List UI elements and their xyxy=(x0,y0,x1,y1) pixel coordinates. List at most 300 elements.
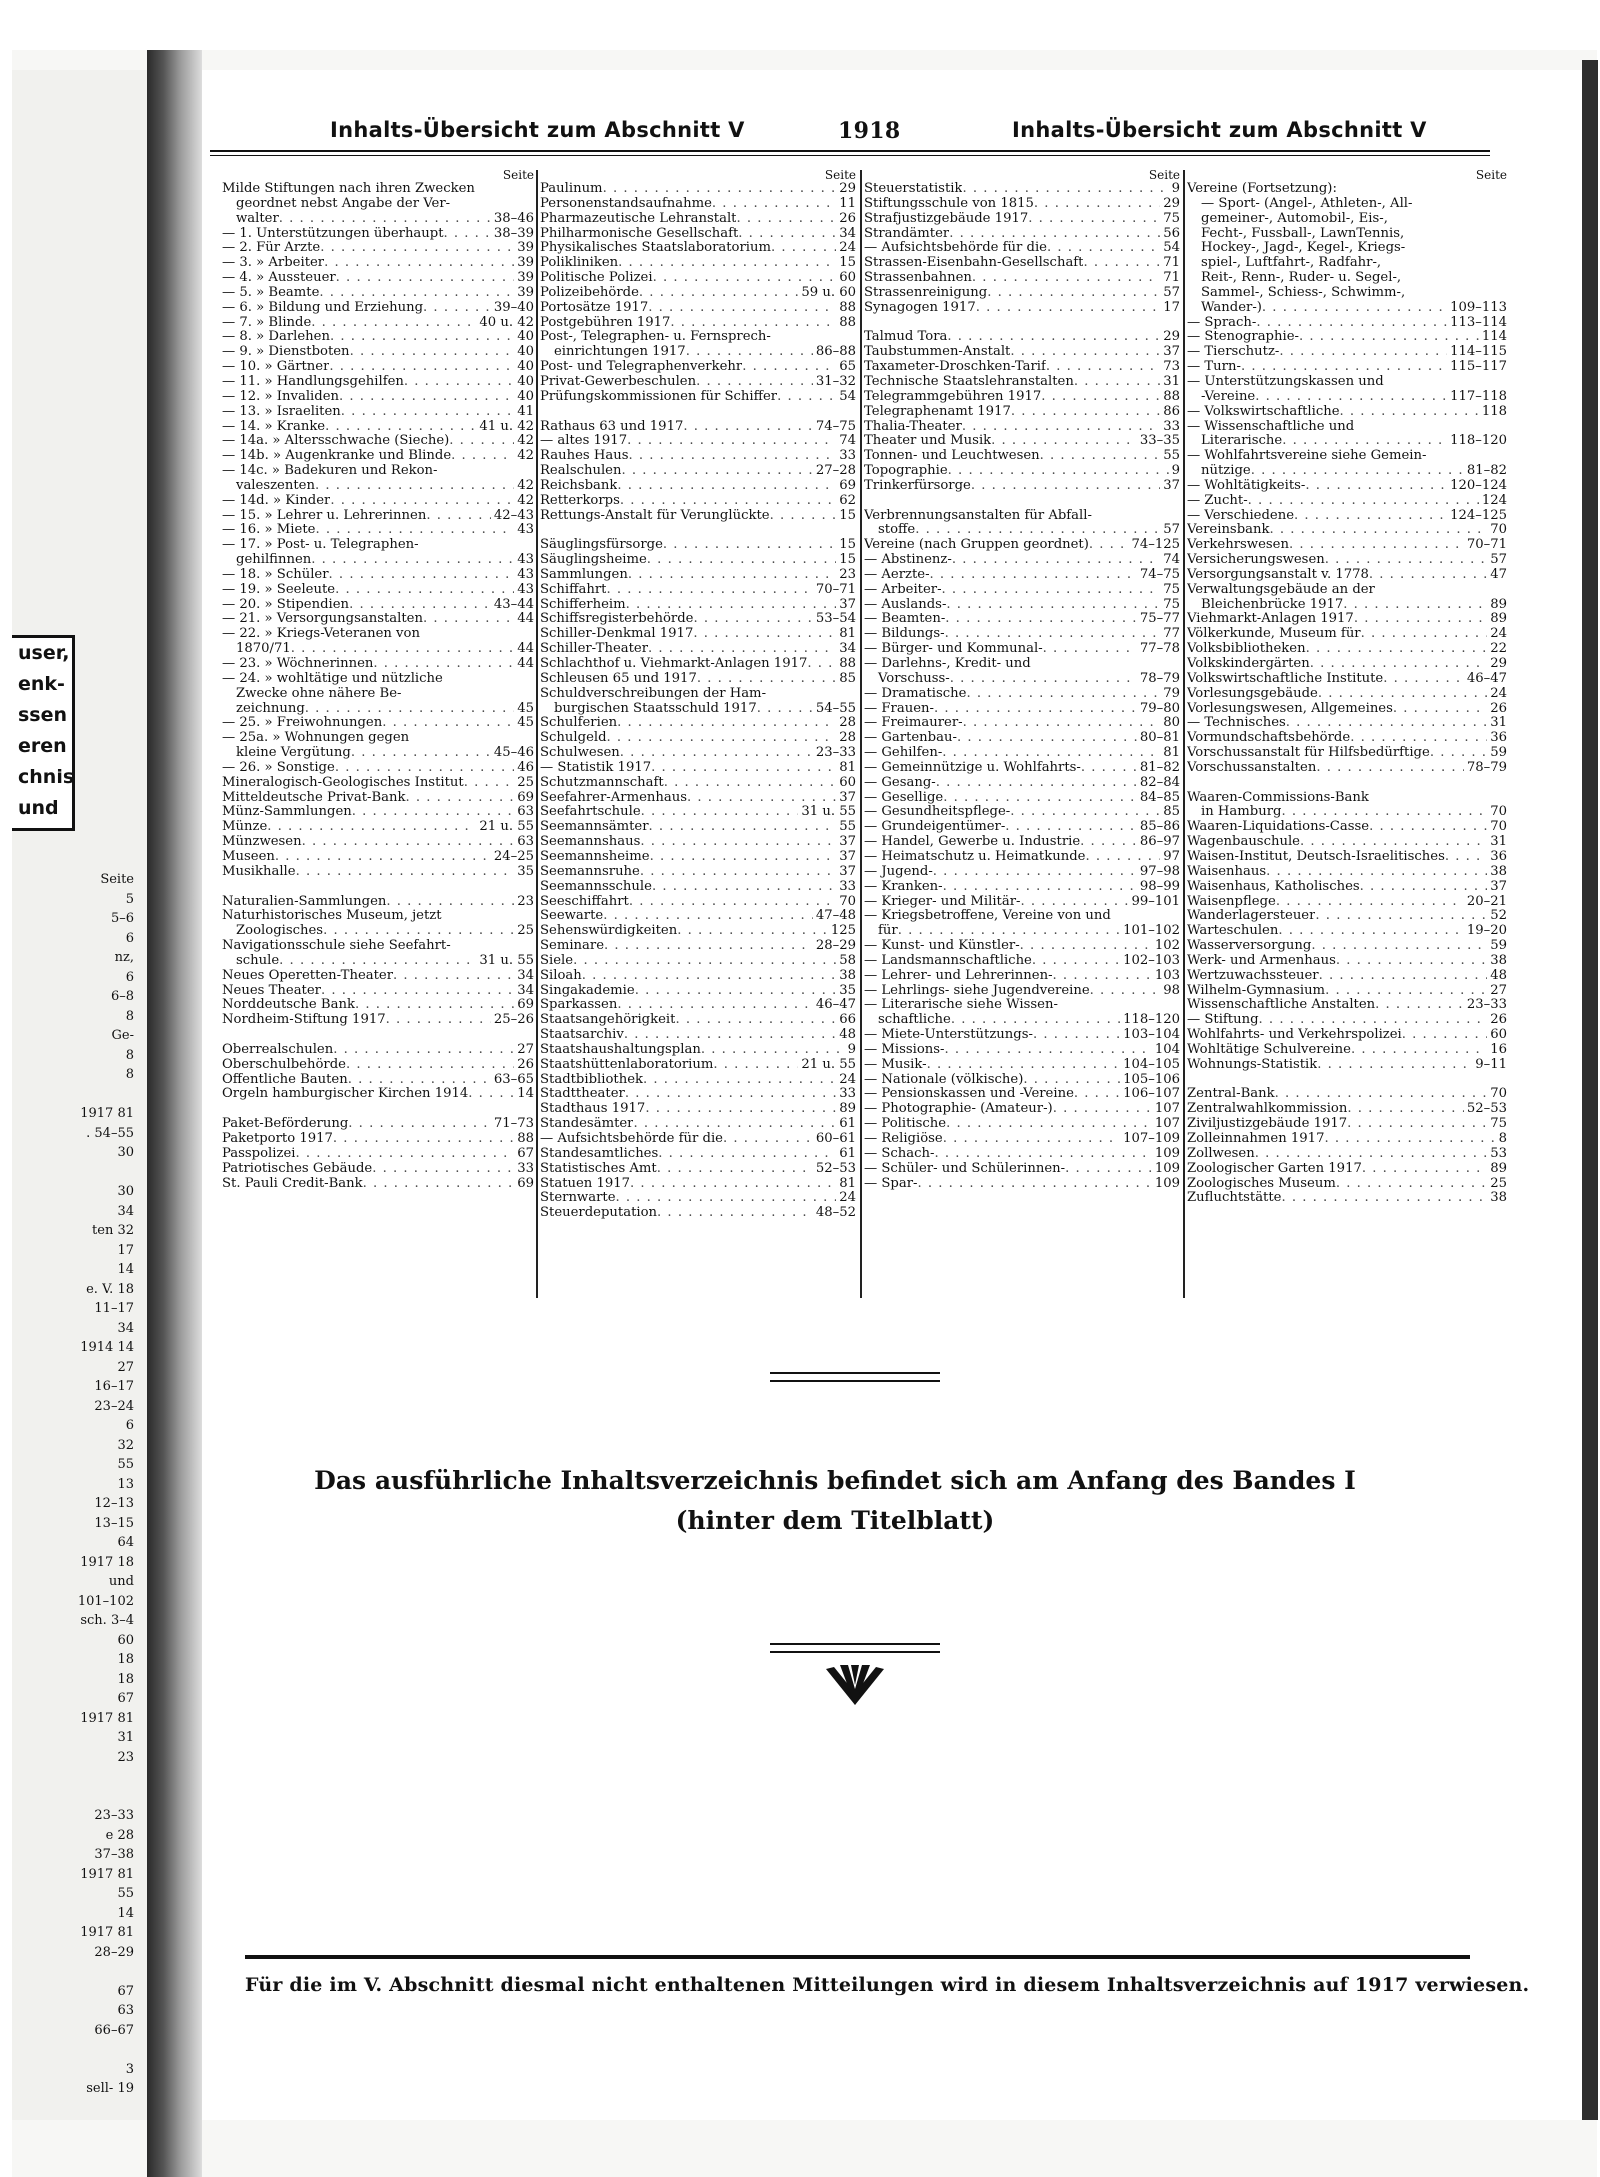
footer-rule xyxy=(245,1955,1470,1959)
index-entry xyxy=(222,984,534,999)
index-entry xyxy=(1187,939,1507,954)
dot-leader xyxy=(1445,850,1487,865)
index-entry xyxy=(222,197,534,212)
dot-leader xyxy=(771,241,836,256)
dot-leader xyxy=(946,1117,1152,1132)
index-entry-term: Wissenschaftliche Anstalten xyxy=(1187,998,1376,1013)
dot-leader xyxy=(1251,464,1464,479)
dot-leader xyxy=(1275,1087,1488,1102)
index-entry xyxy=(222,598,534,613)
index-entry-page: 27–28 xyxy=(815,463,856,479)
index-entry-page: 79 xyxy=(1163,685,1180,701)
index-entry xyxy=(1187,969,1507,984)
index-entry-term: Steuerdeputation xyxy=(540,1206,658,1221)
index-entry xyxy=(222,1147,534,1162)
index-entry xyxy=(222,1087,534,1102)
index-entry-page: 23–33 xyxy=(1466,997,1507,1013)
dot-leader xyxy=(971,479,1160,494)
index-entry-term: — 23. » Wöchnerinnen xyxy=(222,657,374,671)
index-entry-page: 117–118 xyxy=(1450,388,1507,404)
index-entry xyxy=(540,969,856,984)
index-entry-term: Trinkerfürsorge xyxy=(864,478,971,493)
left-page-row: 55 xyxy=(117,1457,134,1472)
index-entry-page: 118 xyxy=(1481,403,1507,419)
index-entry xyxy=(222,182,534,197)
index-entry-term: Schiller-Denkmal 1917 xyxy=(540,627,694,642)
index-entry-term: Zoologisches xyxy=(236,924,324,939)
index-entry xyxy=(540,345,856,360)
index-entry-term: — Stiftung xyxy=(1187,1013,1259,1028)
index-entry-term: Wohlfahrts- und Verkehrspolizei xyxy=(1187,1028,1402,1043)
left-page-row: 63 xyxy=(117,2003,134,2018)
index-entry-term: Reit-, Renn-, Ruder- u. Segel-, xyxy=(1201,271,1402,286)
dot-leader xyxy=(1369,568,1487,583)
left-box-word: user, xyxy=(18,642,70,664)
index-entry-page: 77 xyxy=(1163,626,1180,642)
left-page-row: und xyxy=(108,1574,134,1589)
index-entry xyxy=(1187,330,1507,345)
index-entry xyxy=(222,405,534,420)
index-entry xyxy=(222,464,534,479)
index-entry xyxy=(222,227,534,242)
left-page-row: nz, xyxy=(114,950,134,965)
index-entry-page: 54 xyxy=(1163,240,1180,256)
dot-leader xyxy=(348,1073,491,1088)
left-page-row: Seite xyxy=(100,872,134,887)
dot-leader xyxy=(951,1013,1120,1028)
index-entry-term: Siele xyxy=(540,953,574,968)
dot-leader xyxy=(323,924,514,939)
left-page-row xyxy=(12,1787,142,1807)
left-page-row: 14 xyxy=(117,1905,134,1921)
dot-leader xyxy=(1343,598,1487,613)
index-entry-page: 81 xyxy=(1163,745,1180,761)
index-entry-page: 40 u. 42 xyxy=(479,314,534,330)
index-entry-page: 28–29 xyxy=(815,938,856,954)
index-entry-term: Literarische xyxy=(1201,434,1283,449)
index-entry-page: 57 xyxy=(1163,284,1180,300)
index-entry-term: Zentral-Bank xyxy=(1187,1087,1275,1102)
index-entry xyxy=(864,895,1180,910)
dot-leader xyxy=(319,286,514,301)
left-page-row: 6 xyxy=(125,969,134,985)
index-entry-page: 82–84 xyxy=(1139,774,1180,790)
index-entry xyxy=(540,716,856,731)
index-entry-term: gehilfinnen xyxy=(236,553,312,568)
dot-leader xyxy=(936,776,1137,791)
index-entry-term: Säuglingsfürsorge xyxy=(540,538,663,553)
dot-leader xyxy=(712,197,836,212)
index-entry-page: 79–80 xyxy=(1139,700,1180,716)
index-entry xyxy=(540,776,856,791)
index-entry-page: 70 xyxy=(1490,804,1507,820)
index-entry xyxy=(1187,212,1507,227)
index-entry xyxy=(540,553,856,568)
dot-leader xyxy=(348,1117,491,1132)
dot-leader xyxy=(651,761,836,776)
index-entry-page: 74–75 xyxy=(1139,566,1180,582)
dot-leader xyxy=(1362,1162,1487,1177)
left-page-row: 55 xyxy=(117,1886,134,1901)
dot-leader xyxy=(1266,865,1487,880)
index-entry xyxy=(222,820,534,835)
index-entry-term: valeszenten xyxy=(236,478,315,493)
index-entry-page: 86 xyxy=(1163,403,1180,419)
dot-leader xyxy=(1074,375,1160,390)
left-page-row: 1917 81 xyxy=(80,1925,134,1940)
index-entry xyxy=(864,241,1180,256)
dot-leader xyxy=(1393,702,1487,717)
index-entry-page: 74–75 xyxy=(815,418,856,434)
index-entry-term: — Wohlfahrtsvereine siehe Gemein- xyxy=(1187,449,1427,464)
index-entry-term: — 14d. » Kinder xyxy=(222,493,331,508)
dot-leader xyxy=(629,895,836,910)
left-page-row: 11–17 xyxy=(94,1301,134,1316)
index-entry xyxy=(540,316,856,331)
dot-leader xyxy=(617,716,836,731)
dot-leader xyxy=(1065,1162,1152,1177)
index-entry xyxy=(540,820,856,835)
index-entry-term: gemeiner-, Automobil-, Eis-, xyxy=(1201,211,1388,226)
index-entry-term: — Gesang- xyxy=(864,775,936,790)
dot-leader xyxy=(647,553,836,568)
index-entry-page: 59 u. 60 xyxy=(801,284,856,300)
index-entry-term: Volkskindergärten xyxy=(1187,657,1310,671)
index-entry-term: — Verschiedene xyxy=(1187,508,1295,523)
index-entry xyxy=(540,434,856,449)
index-entry xyxy=(540,1058,856,1073)
index-entry-term: — 8. » Darlehen xyxy=(222,330,330,345)
index-entry-page: 37 xyxy=(839,789,856,805)
index-entry-page: 35 xyxy=(839,982,856,998)
index-entry-page: 34 xyxy=(517,982,534,998)
dot-leader xyxy=(373,657,514,672)
index-entry-term: — Lehrlings- siehe Jugendvereine xyxy=(864,983,1090,998)
index-entry xyxy=(540,657,856,672)
dot-leader xyxy=(295,1147,514,1162)
index-entry-term: Stadtbibliothek xyxy=(540,1072,644,1087)
dot-leader xyxy=(404,375,514,390)
left-box-word: chnis xyxy=(18,766,75,788)
left-page-row: 12–13 xyxy=(94,1496,134,1511)
index-entry-term: — Darlehns-, Kredit- und xyxy=(864,657,1031,671)
index-entry-term: Zoologischer Garten 1917 xyxy=(1187,1161,1362,1176)
dot-leader xyxy=(663,538,836,553)
dot-leader xyxy=(267,820,476,835)
index-entry-term: Polizeibehörde xyxy=(540,285,639,300)
dot-leader xyxy=(898,924,1120,939)
index-entry-page: 59 xyxy=(1490,745,1507,761)
index-entry-term: Zwecke ohne nähere Be- xyxy=(236,686,402,701)
index-entry-term: Standesamtliches xyxy=(540,1146,659,1161)
index-entry-page: 40 xyxy=(517,359,534,375)
index-entry xyxy=(1187,850,1507,865)
index-entry-page: 102–103 xyxy=(1123,952,1180,968)
index-entry-term: Post- und Telegraphenverkehr xyxy=(540,360,743,375)
index-entry xyxy=(864,434,1180,449)
dot-leader xyxy=(386,1013,491,1028)
index-entry-term: Wohnungs-Statistik xyxy=(1187,1057,1318,1072)
dot-leader xyxy=(618,256,836,271)
index-entry xyxy=(1187,880,1507,895)
dot-leader xyxy=(1033,1028,1120,1043)
dot-leader xyxy=(621,464,812,479)
index-entry xyxy=(864,523,1180,538)
index-entry xyxy=(864,227,1180,242)
dot-leader xyxy=(650,850,837,865)
index-entry-term: Mitteldeutsche Privat-Bank xyxy=(222,790,406,805)
left-page-row: 31 xyxy=(117,1730,134,1745)
index-entry-page: 102 xyxy=(1154,938,1180,954)
index-entry-term: Rettungs-Anstalt für Verunglückte xyxy=(540,508,770,523)
index-entry-term: — 14c. » Badekuren und Rekon- xyxy=(222,464,438,479)
index-entry-term: — Literarische siehe Wissen- xyxy=(864,998,1058,1013)
index-entry-term: — 15. » Lehrer u. Lehrerinnen xyxy=(222,508,427,523)
index-entry xyxy=(864,1117,1180,1132)
index-entry-term: Politische Polizei xyxy=(540,271,653,286)
index-entry-term: — Statistik 1917 xyxy=(540,760,652,775)
index-entry-term: — 14a. » Altersschwache (Sieche) xyxy=(222,434,450,449)
index-entry-page: 107–109 xyxy=(1123,1131,1180,1146)
index-entry-page: 61 xyxy=(839,1116,856,1132)
index-entry xyxy=(222,850,534,865)
index-entry-term: Synagogen 1917 xyxy=(864,300,976,315)
index-entry-page: 11 xyxy=(839,195,856,211)
dot-leader xyxy=(635,984,837,999)
dot-leader xyxy=(1281,805,1487,820)
index-entry-term: Portosätze 1917 xyxy=(540,300,649,315)
index-entry xyxy=(864,345,1180,360)
index-entry-page: 9–11 xyxy=(1475,1056,1507,1072)
index-entry xyxy=(1187,954,1507,969)
dot-leader xyxy=(607,731,837,746)
index-entry-term: — Zucht- xyxy=(1187,493,1248,508)
left-page-row: 1917 18 xyxy=(80,1554,134,1570)
dot-leader xyxy=(963,716,1161,731)
index-entry-page: 62 xyxy=(839,492,856,508)
dot-leader xyxy=(1259,1013,1488,1028)
index-entry xyxy=(222,1177,534,1192)
index-entry xyxy=(540,791,856,806)
dot-leader xyxy=(1383,672,1464,687)
dot-leader xyxy=(1241,360,1447,375)
index-entry-term: — Gartenbau- xyxy=(864,731,957,746)
index-entry xyxy=(864,657,1180,672)
index-entry-page: 24 xyxy=(839,240,856,256)
dot-leader xyxy=(330,494,514,509)
index-entry xyxy=(1187,642,1507,657)
index-entry-term: Telegraphenamt 1917 xyxy=(864,404,1011,419)
left-page-row: Ge- xyxy=(111,1028,134,1043)
index-entry-page: 27 xyxy=(517,1041,534,1057)
index-entry-term: — Auslands- xyxy=(864,597,947,612)
index-entry-term: Taubstummen-Anstalt xyxy=(864,345,1011,360)
index-entry xyxy=(222,835,534,850)
index-entry-page: 33–35 xyxy=(1139,433,1180,449)
index-entry-term: Seefahrtschule xyxy=(540,805,641,820)
left-page-row: 60 xyxy=(117,1632,134,1648)
index-entry xyxy=(540,1102,856,1117)
index-entry-term: — Turn- xyxy=(1187,360,1241,375)
index-column-4 xyxy=(1187,170,1507,1206)
dot-leader xyxy=(1081,761,1137,776)
dot-leader xyxy=(1255,1147,1488,1162)
index-entry xyxy=(864,746,1180,761)
left-page-row xyxy=(12,1085,142,1105)
index-entry-term: Steuerstatistik xyxy=(864,182,963,196)
index-entry-term: Postgebühren 1917 xyxy=(540,315,671,330)
index-entry-term: — Sprach- xyxy=(1187,315,1257,330)
index-entry xyxy=(540,375,856,390)
index-entry-term: Singakademie xyxy=(540,983,635,998)
index-entry xyxy=(540,494,856,509)
index-entry-page: 33 xyxy=(517,1160,534,1176)
index-entry-page: 40 xyxy=(517,344,534,360)
index-entry-term: — 4. » Aussteuer xyxy=(222,271,336,286)
dot-leader xyxy=(1005,820,1137,835)
index-entry-page: 73 xyxy=(1163,359,1180,375)
index-entry-page: 45 xyxy=(517,700,534,716)
dot-leader xyxy=(770,509,837,524)
header-rule-bottom xyxy=(210,155,1490,156)
index-entry-page: 44 xyxy=(517,656,534,671)
index-entry-page: 70 xyxy=(1490,1086,1507,1102)
dot-leader xyxy=(386,895,514,910)
dot-leader xyxy=(950,672,1137,687)
index-entry-term: Naturhistorisches Museum, jetzt xyxy=(222,909,442,924)
index-entry xyxy=(222,212,534,227)
index-entry xyxy=(222,241,534,256)
index-entry-term: Statistisches Amt xyxy=(540,1161,657,1176)
index-entry-page: 48–52 xyxy=(815,1205,856,1221)
dot-leader xyxy=(626,598,837,613)
index-entry-page: 9 xyxy=(1171,463,1180,479)
index-entry-term: Vereine (nach Gruppen geordnet) xyxy=(864,538,1089,553)
index-entry xyxy=(540,761,856,776)
index-entry-page: 28 xyxy=(839,730,856,746)
index-entry xyxy=(222,761,534,776)
dot-leader xyxy=(1305,479,1447,494)
left-page-row: sell- 19 xyxy=(86,2081,134,2096)
dot-leader xyxy=(311,553,514,568)
index-entry-term: Orgeln hamburgischer Kirchen 1914 xyxy=(222,1087,469,1102)
left-page-row: 18 xyxy=(117,1671,134,1687)
index-entry-page: 109 xyxy=(1154,1145,1180,1161)
index-entry xyxy=(864,1102,1180,1117)
index-entry xyxy=(540,642,856,657)
column-divider xyxy=(860,170,862,1298)
index-entry-page: 67 xyxy=(517,1145,534,1161)
index-entry-page: 56 xyxy=(1163,225,1180,241)
index-entry-page: 55 xyxy=(1163,448,1180,464)
index-entry-page: 75 xyxy=(1163,581,1180,597)
section-gap xyxy=(222,1028,534,1043)
index-entry xyxy=(864,984,1180,999)
index-entry xyxy=(864,375,1180,390)
index-entry xyxy=(540,865,856,880)
left-page-row: 37–38 xyxy=(94,1847,134,1862)
index-entry-term: — Volkswirtschaftliche xyxy=(1187,404,1340,419)
index-entry-page: 71 xyxy=(1163,270,1180,286)
dot-leader xyxy=(351,746,491,761)
index-entry-term: Waaren-Commissions-Bank xyxy=(1187,790,1369,805)
index-entry-term: — Krieger- und Militär- xyxy=(864,894,1021,909)
index-entry-page: 114 xyxy=(1481,329,1507,345)
header-right-title: Inhalts-Übersicht zum Abschnitt V xyxy=(1012,118,1427,142)
left-page-row: 8 xyxy=(125,1067,134,1082)
index-entry-term: — Dramatische xyxy=(864,686,967,701)
dot-leader xyxy=(1032,954,1120,969)
index-entry-page: 103 xyxy=(1154,967,1180,983)
dot-leader xyxy=(1270,523,1488,538)
left-page-row: 32 xyxy=(117,1437,134,1453)
index-entry-term: — 25a. » Wohnungen gegen xyxy=(222,731,410,746)
index-entry-page: 57 xyxy=(1490,552,1507,568)
index-entry xyxy=(864,820,1180,835)
dot-leader xyxy=(468,1087,514,1102)
index-entry xyxy=(540,227,856,242)
index-entry-page: 35 xyxy=(517,863,534,879)
dot-leader xyxy=(423,301,491,316)
dot-leader xyxy=(1020,895,1128,910)
dot-leader xyxy=(1041,390,1160,405)
index-entry-term: burgischen Staatsschuld 1917 xyxy=(554,701,757,716)
index-entry-term: — 24. » wohltätige und nützliche xyxy=(222,671,443,686)
notice-line-2: (hinter dem Titelblatt) xyxy=(675,1506,995,1535)
index-entry-term: Vorschuss- xyxy=(878,671,950,686)
dot-leader xyxy=(329,568,515,583)
index-entry xyxy=(1187,256,1507,271)
index-entry-page: 88 xyxy=(839,314,856,330)
index-column-2 xyxy=(540,170,856,1221)
index-entry-page: 15 xyxy=(839,255,856,271)
index-entry-term: Waisen-Institut, Deutsch-Israelitisches xyxy=(1187,849,1445,864)
index-entry xyxy=(864,538,1180,553)
index-entry xyxy=(222,479,534,494)
index-entry-term: Tonnen- und Leuchtwesen xyxy=(864,449,1040,464)
index-entry-term: Technische Staatslehranstalten xyxy=(864,374,1074,389)
index-entry xyxy=(864,212,1180,227)
section-gap xyxy=(222,880,534,895)
index-entry-page: 38 xyxy=(1490,952,1507,968)
index-entry xyxy=(1187,494,1507,509)
index-entry-page: 71 xyxy=(1163,255,1180,271)
index-entry-term: Standesämter xyxy=(540,1117,634,1132)
index-entry-page: 105–106 xyxy=(1123,1071,1180,1087)
dot-leader xyxy=(957,731,1137,746)
index-entry xyxy=(222,939,534,954)
index-entry xyxy=(540,1147,856,1162)
left-page-row: e 28 xyxy=(105,1827,134,1843)
index-entry xyxy=(540,1191,856,1206)
index-entry xyxy=(540,1117,856,1132)
index-entry-term: Schlachthof u. Viehmarkt-Anlagen 1917 xyxy=(540,657,808,671)
index-entry xyxy=(1187,523,1507,538)
index-entry xyxy=(540,286,856,301)
index-entry-term: Sammel-, Schiess-, Schwimm-, xyxy=(1201,285,1406,300)
index-entry-page: 75 xyxy=(1163,596,1180,612)
dot-leader xyxy=(947,330,1160,345)
index-entry-term: — Musik- xyxy=(864,1057,927,1072)
index-entry-page: 81–82 xyxy=(1139,759,1180,775)
index-entry-term: Münze xyxy=(222,820,268,835)
index-entry-term: Paket-Beförderung xyxy=(222,1117,349,1132)
index-entry xyxy=(1187,1191,1507,1206)
left-page-row: 18 xyxy=(117,1652,134,1667)
index-entry xyxy=(864,865,1180,880)
index-entry xyxy=(1187,820,1507,835)
index-entry-term: Wohltätige Schulvereine xyxy=(1187,1042,1351,1057)
